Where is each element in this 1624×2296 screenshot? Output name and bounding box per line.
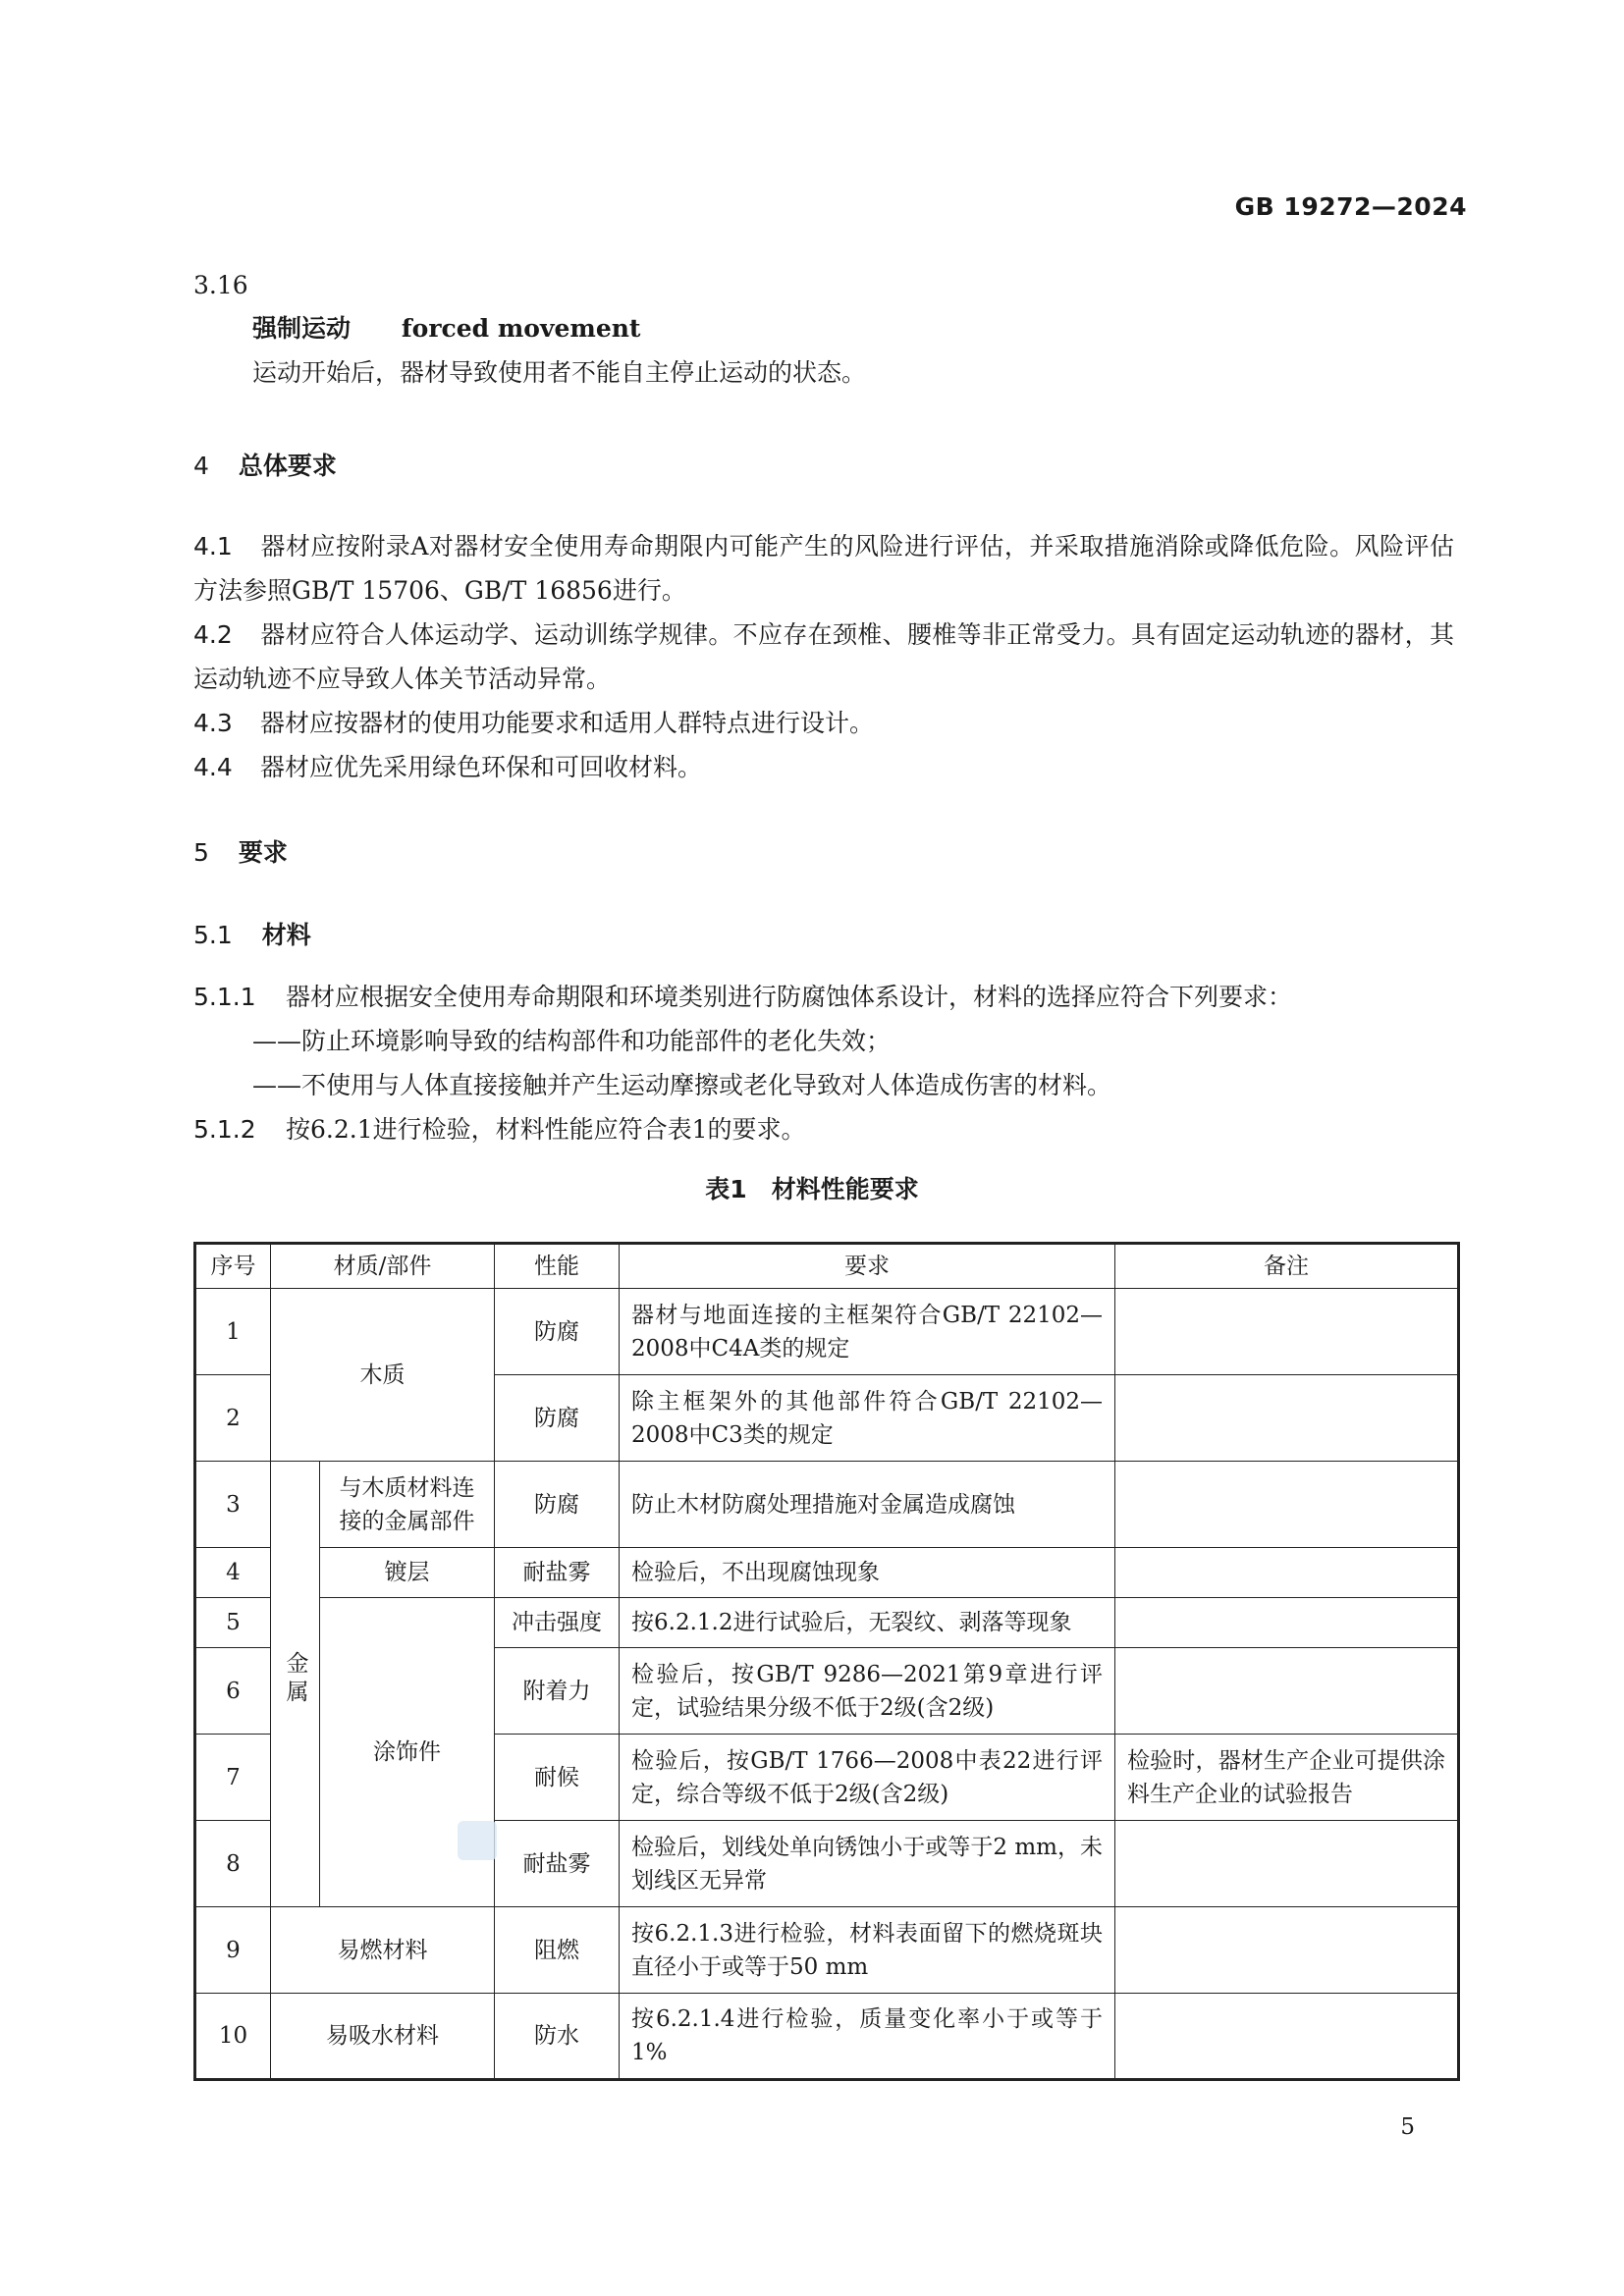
materials-table (193, 1242, 1460, 2081)
table-row (195, 1462, 1459, 1548)
row-no: 8 (195, 1821, 271, 1907)
row-performance: 阻燃 (495, 1907, 620, 1994)
row-performance: 防腐 (495, 1289, 620, 1375)
row-requirement: 检验后，不出现腐蚀现象 (620, 1548, 1115, 1598)
material-absorbent: 易吸水材料 (271, 1994, 495, 2080)
header-material: 材质/部件 (271, 1244, 495, 1289)
section-title: 要求 (238, 838, 288, 867)
section-title: 总体要求 (238, 452, 337, 480)
section-number: 4 (193, 452, 209, 480)
page-number: 5 (1400, 2114, 1415, 2140)
clause-5-1-1 (193, 975, 1454, 1019)
row-performance: 附着力 (495, 1648, 620, 1735)
row-requirement: 器材与地面连接的主框架符合GB/T 22102—2008中C4A类的规定 (620, 1289, 1115, 1375)
row-requirement: 按6.2.1.2进行试验后，无裂纹、剥落等现象 (620, 1598, 1115, 1648)
section-number: 5 (193, 838, 209, 867)
clause-number: 4.3 (193, 709, 233, 737)
watermark-logo (458, 1821, 497, 1860)
header-note: 备注 (1115, 1244, 1459, 1289)
row-no: 4 (195, 1548, 271, 1598)
clause-number: 5.1.2 (193, 1115, 256, 1144)
table-row (195, 1994, 1459, 2080)
row-requirement: 检验后，划线处单向锈蚀小于或等于2 mm，未划线区无异常 (620, 1821, 1115, 1907)
row-requirement: 按6.2.1.4进行检验，质量变化率小于或等于1% (620, 1994, 1115, 2080)
clause-text: 器材应按附录A对器材安全使用寿命期限内可能产生的风险进行评估，并采取措施消除或降低危险。风险评估方法参照GB/T 15706、GB/T 16856进行。 (193, 532, 1454, 605)
row-requirement: 除主框架外的其他部件符合GB/T 22102—2008中C3类的规定 (620, 1375, 1115, 1462)
clause-number-3-16: 3.16 (193, 271, 248, 299)
material-plating: 镀层 (320, 1548, 495, 1598)
row-performance: 防腐 (495, 1462, 620, 1548)
list-item: ——防止环境影响导致的结构部件和功能部件的老化失效； (252, 1027, 892, 1055)
row-note (1115, 1289, 1459, 1375)
row-note (1115, 1548, 1459, 1598)
row-requirement: 防止木材防腐处理措施对金属造成腐蚀 (620, 1462, 1115, 1548)
clause-text: 器材应根据安全使用寿命期限和环境类别进行防腐蚀体系设计，材料的选择应符合下列要求： (286, 983, 1293, 1011)
standard-code: GB 19272—2024 (1234, 192, 1467, 221)
list-item: ——不使用与人体直接接触并产生运动摩擦或老化导致对人体造成伤害的材料。 (252, 1071, 1112, 1099)
row-no: 2 (195, 1375, 271, 1462)
row-no: 6 (195, 1648, 271, 1735)
clause-text: 器材应按器材的使用功能要求和适用人群特点进行设计。 (260, 709, 875, 737)
section-number: 5.1 (193, 921, 233, 949)
section-heading-5-1 (193, 916, 311, 951)
section-heading-5 (193, 833, 288, 869)
section-title: 材料 (261, 921, 311, 949)
section-heading-4 (193, 447, 337, 482)
row-note (1115, 1907, 1459, 1994)
header-requirement: 要求 (620, 1244, 1115, 1289)
clause-number: 5.1.1 (193, 983, 256, 1011)
clause-4-3 (193, 701, 1454, 745)
row-note (1115, 1821, 1459, 1907)
term-definition: 运动开始后，器材导致使用者不能自主停止运动的状态。 (252, 358, 867, 387)
row-requirement: 检验后，按GB/T 9286—2021第9章进行评定，试验结果分级不低于2级(含2级) (620, 1648, 1115, 1735)
row-note (1115, 1598, 1459, 1648)
row-no: 3 (195, 1462, 271, 1548)
material-wood: 木质 (271, 1289, 495, 1462)
row-requirement: 按6.2.1.3进行检验，材料表面留下的燃烧斑块直径小于或等于50 mm (620, 1907, 1115, 1994)
clause-4-4 (193, 745, 1454, 789)
term-chinese: 强制运动 (252, 314, 352, 343)
table-caption: 表1 材料性能要求 (705, 1175, 919, 1203)
term-english: forced movement (401, 314, 641, 343)
row-note (1115, 1462, 1459, 1548)
row-performance: 防腐 (495, 1375, 620, 1462)
header-performance: 性能 (495, 1244, 620, 1289)
header-no: 序号 (195, 1244, 271, 1289)
term-entry (252, 314, 640, 344)
material-coating: 涂饰件 (320, 1598, 495, 1907)
table-header-row (195, 1244, 1459, 1289)
row-no: 5 (195, 1598, 271, 1648)
clause-text: 器材应符合人体运动学、运动训练学规律。不应存在颈椎、腰椎等非正常受力。具有固定运动轨迹的器材，其运动轨迹不应导致人体关节活动异常。 (193, 620, 1454, 693)
clause-text: 按6.2.1进行检验，材料性能应符合表1的要求。 (286, 1115, 806, 1144)
row-note (1115, 1375, 1459, 1462)
row-performance: 耐盐雾 (495, 1821, 620, 1907)
material-wood-metal-parts: 与木质材料连接的金属部件 (320, 1462, 495, 1548)
table-row (195, 1598, 1459, 1648)
row-performance: 耐盐雾 (495, 1548, 620, 1598)
clause-text: 器材应优先采用绿色环保和可回收材料。 (260, 753, 703, 781)
row-no: 1 (195, 1289, 271, 1375)
row-no: 10 (195, 1994, 271, 2080)
clause-4-2 (193, 613, 1454, 701)
clause-number: 4.2 (193, 620, 233, 649)
clause-5-1-2 (193, 1107, 1454, 1151)
row-performance: 耐候 (495, 1735, 620, 1821)
table-row (195, 1548, 1459, 1598)
clause-number: 4.1 (193, 532, 233, 561)
row-note (1115, 1994, 1459, 2080)
row-note (1115, 1648, 1459, 1735)
clause-4-1 (193, 524, 1454, 613)
table-row (195, 1907, 1459, 1994)
clause-number: 4.4 (193, 753, 233, 781)
material-metal (271, 1462, 320, 1907)
row-performance: 防水 (495, 1994, 620, 2080)
row-note: 检验时，器材生产企业可提供涂料生产企业的试验报告 (1115, 1735, 1459, 1821)
row-performance: 冲击强度 (495, 1598, 620, 1648)
row-requirement: 检验后，按GB/T 1766—2008中表22进行评定，综合等级不低于2级(含2级) (620, 1735, 1115, 1821)
row-no: 9 (195, 1907, 271, 1994)
table-row (195, 1289, 1459, 1375)
material-metal-label: 金属 (282, 1650, 308, 1708)
material-flammable: 易燃材料 (271, 1907, 495, 1994)
row-no: 7 (195, 1735, 271, 1821)
